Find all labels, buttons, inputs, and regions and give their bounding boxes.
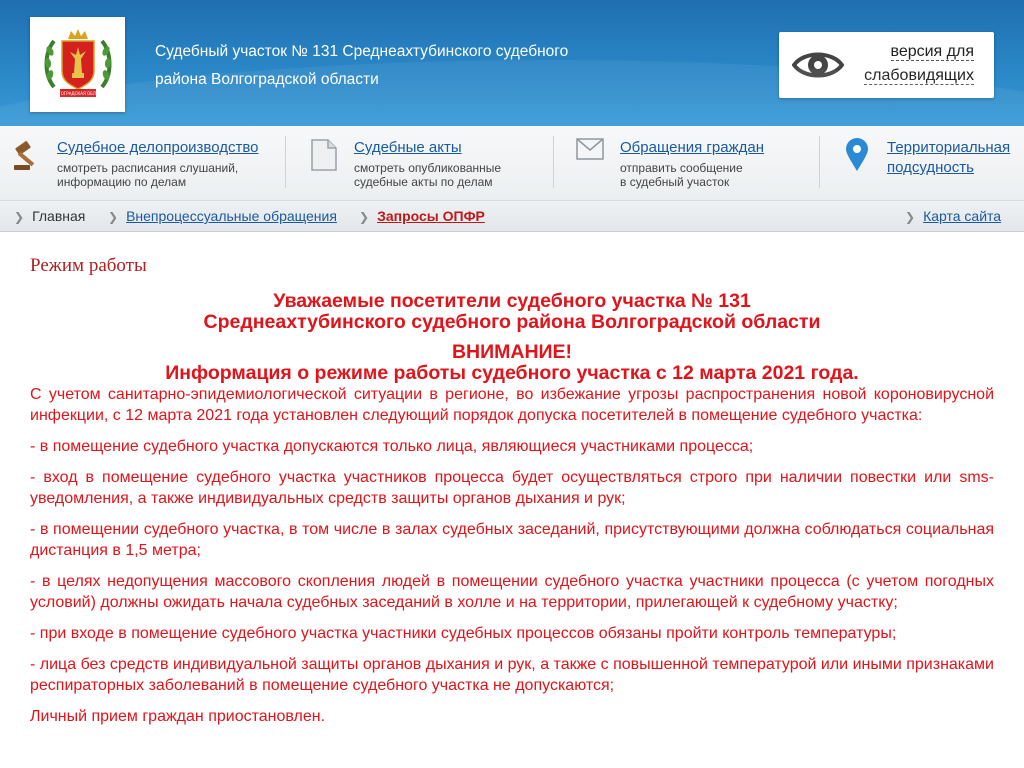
breadcrumb-item-extraprocedural[interactable] [108, 208, 337, 224]
paragraph: С учетом санитарно-эпидемиологической ситуации в регионе, во избежание угрозы распространения новой короновирусной инфекции, с 12 марта 2021 года установлен следующий порядок допуска посетителей в помещение судебного участка: [30, 386, 994, 424]
eye-icon [792, 45, 844, 85]
court-title-line2: района Волгоградской области [155, 71, 379, 88]
breadcrumb-home[interactable] [14, 208, 85, 224]
chevron-right-icon: ❯ [905, 210, 916, 224]
nav-title-territorial-jurisdiction-1[interactable]: Территориальная [887, 139, 1011, 156]
breadcrumb [0, 201, 1024, 232]
nav-sub-court-proceedings-1: смотреть расписания слушаний, [57, 161, 239, 175]
paragraph: - вход в помещение судебного участка участников процесса будет осуществляться строго при наличии повестки или sms-уведомления, а также индивидуальных средств защиты органов дыхания и рук; [30, 469, 994, 507]
document-icon [310, 138, 338, 172]
sitemap-link[interactable]: Карта сайта [923, 208, 1002, 224]
paragraph: - в помещении судебного участка, в том числе в залах судебных заседаний, присутствующими должна соблюдаться социальная дистанция в 1,5 метра; [30, 521, 994, 559]
court-title-line1: Судебный участок № 131 Среднеахтубинского судебного [155, 43, 569, 60]
nav-sub-citizen-appeals-1: отправить сообщение [620, 161, 743, 175]
map-pin-icon [845, 138, 869, 172]
site-header [0, 0, 1024, 126]
breadcrumb-current-label[interactable]: Запросы ОПФР [377, 208, 485, 224]
court-title [155, 38, 625, 94]
main-content [30, 255, 994, 737]
envelope-icon [576, 138, 604, 160]
gavel-icon [12, 138, 46, 172]
nav-title-court-proceedings[interactable]: Судебное делопроизводство [57, 139, 259, 156]
paragraph: - в целях недопущения массового скопления людей в помещении судебного участка участники процесса (с учетом погодных условий) должны ожидать начала судебных заседаний в холле и на территории, прилегающей к судебному участку; [30, 573, 994, 611]
nav-item-territorial-jurisdiction[interactable] [845, 136, 1020, 188]
nav-sub-court-acts-1: смотреть опубликованные [354, 161, 502, 175]
nav-item-citizen-appeals[interactable] [576, 136, 806, 188]
paragraph: - при входе в помещение судебного участка участники судебных процессов обязаны пройти контроль температуры; [30, 625, 897, 642]
nav-item-court-proceedings[interactable] [12, 136, 282, 188]
breadcrumb-home-label[interactable]: Главная [32, 208, 86, 224]
nav-sub-citizen-appeals-2: в судебный участок [620, 175, 730, 189]
attention-heading: ВНИМАНИЕ! [451, 341, 573, 363]
nav-sub-court-acts-2: судебные акты по делам [354, 175, 493, 189]
greeting-heading-line2: Среднеахтубинского судебного района Волгоградской области [203, 311, 821, 333]
info-heading: Информация о режиме работы судебного участка с 12 марта 2021 года. [165, 362, 859, 384]
paragraph: Личный прием граждан приостановлен. [30, 708, 326, 725]
chevron-right-icon: ❯ [108, 210, 119, 224]
low-vision-version-button[interactable] [779, 32, 994, 98]
chevron-right-icon: ❯ [14, 210, 25, 224]
nav-title-court-acts[interactable]: Судебные акты [354, 139, 462, 156]
nav-title-territorial-jurisdiction-2[interactable]: подсудность [887, 159, 974, 176]
nav-divider [285, 136, 286, 188]
sitemap-link-item[interactable] [905, 208, 1001, 224]
breadcrumb-extraprocedural-link[interactable]: Внепроцессуальные обращения [126, 208, 337, 224]
nav-title-citizen-appeals[interactable]: Обращения граждан [620, 139, 764, 156]
paragraph: - лица без средств индивидуальной защиты органов дыхания и рук, а также с повышенной температурой или иными признаками респираторных заболеваний в помещение судебного участка не допускаются; [30, 656, 994, 694]
nav-divider [553, 136, 554, 188]
vision-label-line1[interactable]: версия для [890, 43, 974, 60]
nav-divider [819, 136, 820, 188]
nav-sub-court-proceedings-2: информацию по делам [57, 175, 187, 189]
paragraph: - в помещение судебного участка допускаются только лица, являющиеся участниками процесса; [30, 438, 754, 455]
volgograd-coat-of-arms-icon [38, 25, 118, 105]
chevron-right-icon: ❯ [359, 210, 370, 224]
greeting-heading-line1: Уважаемые посетители судебного участка № 131 [273, 290, 751, 312]
nav-item-court-acts[interactable] [310, 136, 540, 188]
emblem-ribbon-text: ВОЛГОГРАДСКАЯ ОБЛАСТЬ [48, 90, 107, 96]
section-title: Режим работы [30, 255, 147, 276]
breadcrumb-item-current[interactable] [359, 208, 485, 224]
region-emblem-logo[interactable] [30, 17, 125, 112]
main-navigation [0, 126, 1024, 201]
vision-label-line2[interactable]: слабовидящих [864, 67, 974, 84]
